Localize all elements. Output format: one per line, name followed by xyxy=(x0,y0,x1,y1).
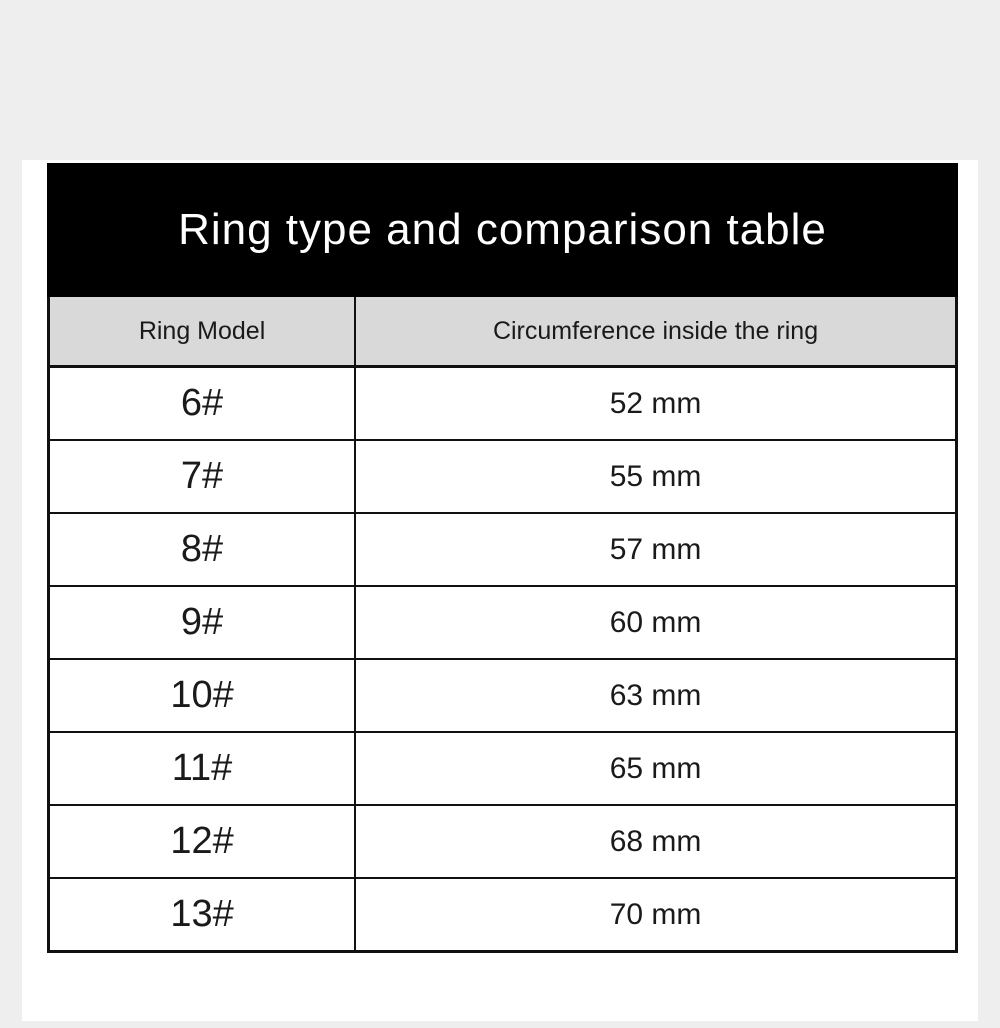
table-row xyxy=(50,366,955,439)
header-ring-model: Ring Model xyxy=(138,316,266,345)
table-row xyxy=(50,512,955,585)
circumference-value: 55 mm xyxy=(354,441,955,512)
ring-size-grid xyxy=(47,297,958,953)
table-title-banner xyxy=(47,163,958,297)
table-row xyxy=(50,804,955,877)
table-row xyxy=(50,658,955,731)
ring-model-value: 7# xyxy=(180,455,224,497)
ring-model-value: 13# xyxy=(170,893,234,935)
circumference-value: 63 mm xyxy=(354,660,955,731)
table-row xyxy=(50,877,955,950)
table-row xyxy=(50,731,955,804)
circumference-value: 52 mm xyxy=(354,368,955,439)
circumference-value: 60 mm xyxy=(354,587,955,658)
ring-model-value: 10# xyxy=(170,674,234,716)
ring-model-value: 9# xyxy=(180,601,224,643)
circumference-value: 70 mm xyxy=(354,879,955,950)
ring-model-value: 11# xyxy=(171,747,233,789)
table-row xyxy=(50,439,955,512)
ring-model-value: 8# xyxy=(180,528,224,570)
table-title: Ring type and comparison table xyxy=(178,205,827,254)
table-row xyxy=(50,585,955,658)
circumference-value: 57 mm xyxy=(354,514,955,585)
comparison-card xyxy=(22,160,978,1021)
table-header-row xyxy=(50,297,955,366)
header-circumference: Circumference inside the ring xyxy=(354,297,955,365)
ring-model-value: 12# xyxy=(170,820,234,862)
circumference-value: 68 mm xyxy=(354,806,955,877)
ring-model-value: 6# xyxy=(180,382,224,424)
circumference-value: 65 mm xyxy=(354,733,955,804)
ring-size-table xyxy=(47,163,958,953)
